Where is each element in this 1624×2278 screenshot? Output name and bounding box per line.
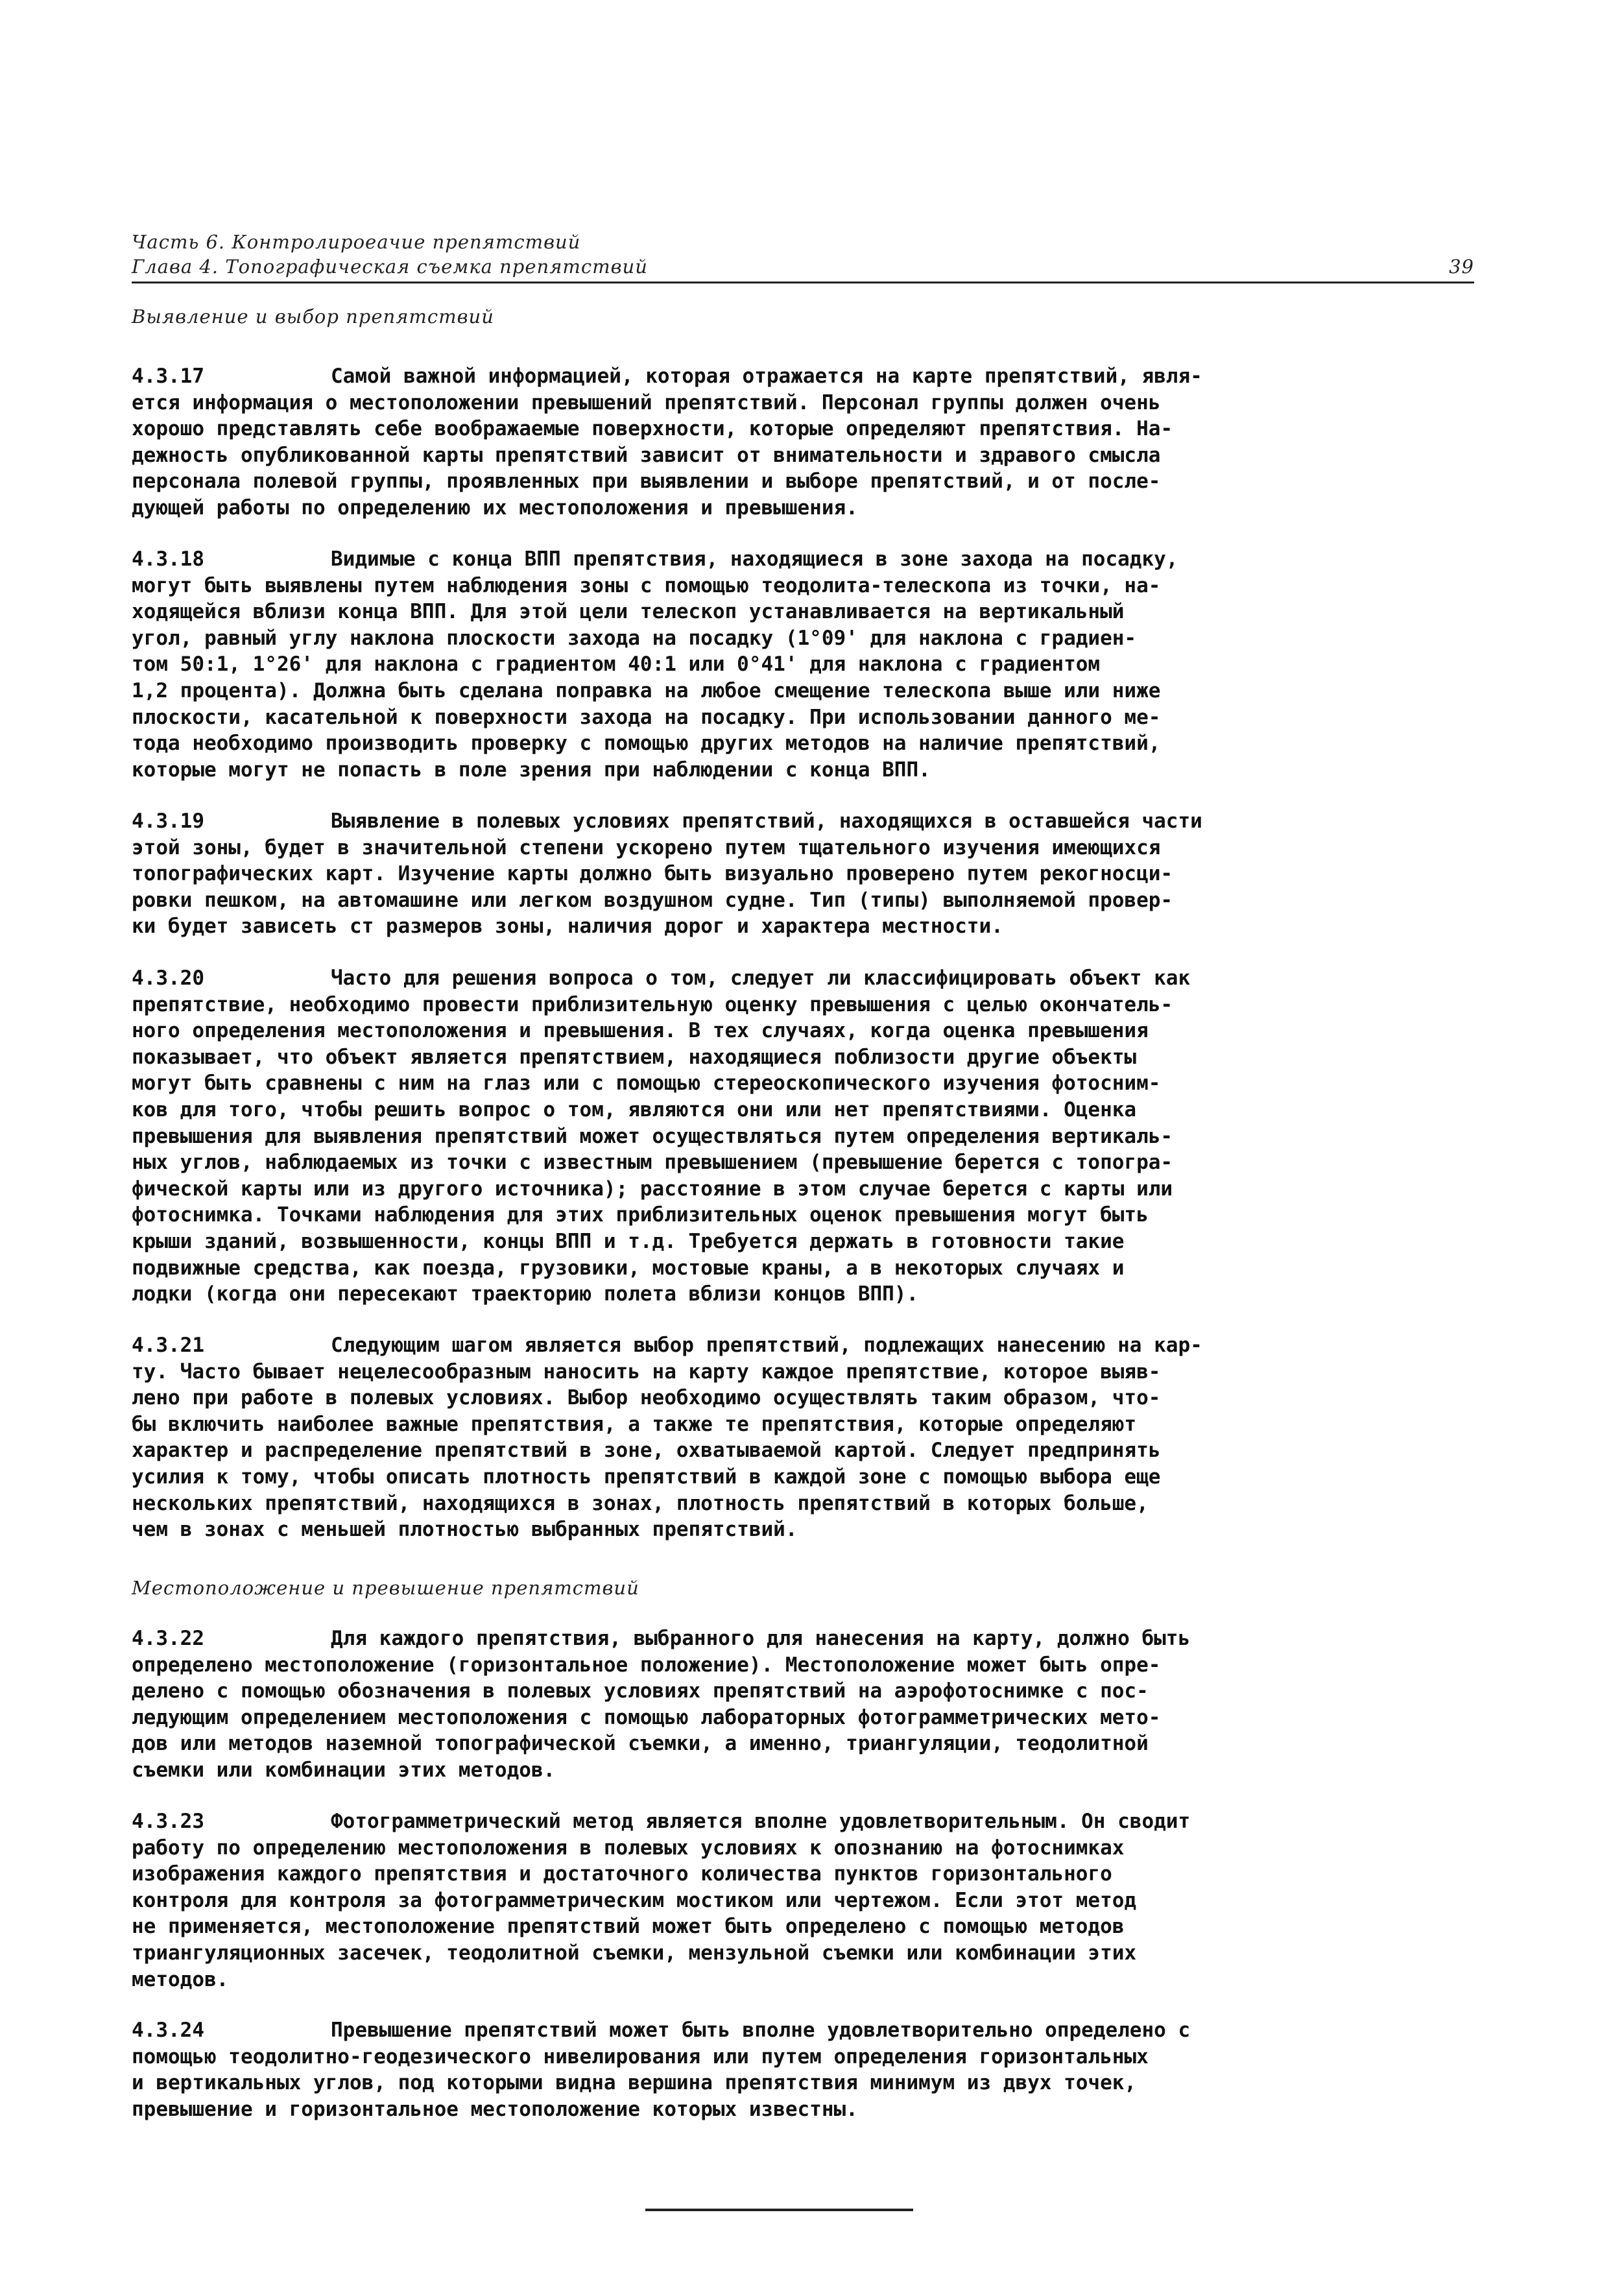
paragraph-text: Выявление в полевых условиях препятствий, находящихся в оставшейся части этой зоны, будет в значительной степени ускорено путем тщательного изучения имеющихся топографических карт. Изучение карты должно быть визуально проверено путем рекогносци- ровки пешком, на автомашине или легком воздушном судне. Тип (типы) выполняемой провер- ки будет зависеть ст размеров зоны, наличия дорог и характера местности. <box>132 809 1202 939</box>
running-header-part: Часть 6. Контролироeачие препятствий <box>132 231 581 253</box>
paragraph-number: 4.3.20 <box>132 966 204 990</box>
paragraph-text: Самой важной информацией, которая отражается на карте препятствий, явля- ется информация о местоположении превышений препятствий. Персонал группы должен очень хорошо представлять себе воображаемые поверхности, которые определяют препятствия. На- дежность опубликованной карты препятствий зависит от внимательности и здравого смысла персонала полевой группы, проявленных при выявлении и выборе препятствий, и от после- дующей работы по определению их местоположения и превышения. <box>132 365 1202 520</box>
paragraph-text: Часто для решения вопроса о том, следует ли классифицировать объект как препятствие, необходимо провести приблизительную оценку превышения с целью окончатель- ного определения местоположения и превышения. В тех случаях, когда оценка превышения показывает, что объект является препятствием, находящиеся поблизости другие объекты могут быть сравнены с ним на глаз или с помощью стереоскопического изучения фотосним- ков для того, чтобы решить вопрос о том, являются они или нет препятствиями. Оценка превышения для выявления препятствий может осуществляться путем определения вертикаль- ных углов, наблюдаемых из точки с известным превышением (превышение берется с топогра- фической карты или из другого источника); расстояние в этом случае берется с карты или фотоснимка. Точками наблюдения для этих приблизительных оценок превышения могут быть крыши зданий, возвышенности, концы ВПП и т.д. Требуется держать в готовности такие подвижные средства, как поезда, грузовики, мостовые краны, а в некоторых случаях и лодки (когда они пересекают траекторию полета вблизи концов ВПП). <box>132 966 1191 1306</box>
page-number: 39 <box>1449 256 1474 278</box>
paragraph <box>132 2017 1475 2122</box>
section-heading: Местоположение и превышение препятствий <box>132 1577 639 1599</box>
chapter-title: Глава 4. Топографическая съемка препятствий <box>132 256 648 278</box>
paragraph <box>132 1808 1475 1993</box>
paragraph-number: 4.3.21 <box>132 1334 204 1357</box>
paragraph-number: 4.3.18 <box>132 547 204 571</box>
header-rule <box>132 282 1474 283</box>
paragraph-text: Следующим шагом является выбор препятствий, подлежащих нанесению на кар- ту. Часто бывает нецелесообразным наносить на карту каждое препятствие, которое выяв- лено при работе в полевых условиях. Выбор необходимо осуществлять таким образом, что- бы включить наиболее важные препятствия, а также те препятствия, которые определяют характер и распределение препятствий в зоне, охватываемой картой. Следует предпринять усилия к тому, чтобы описать плотность препятствий в каждой зоне с помощью выбора еще нескольких препятствий, находящихся в зонах, плотность препятствий в которых больше, чем в зонах с меньшей плотностью выбранных препятствий. <box>132 1334 1202 1542</box>
paragraph <box>132 808 1475 940</box>
paragraph-number: 4.3.19 <box>132 809 204 833</box>
paragraph-text: Видимые с конца ВПП препятствия, находящиеся в зоне захода на посадку, могут быть выявлены путем наблюдения зоны с помощью теодолита-телескопа из точки, на- ходящейся вблизи конца ВПП. Для этой цели телескоп устанавливается на вертикальный угол, равный углу наклона плоскости захода на посадку (1°09' для наклона с градиен- том 50:1, 1°26' для наклона с градиентом 40:1 или 0°41' для наклона с градиентом 1,2 процента). Должна быть сделана поправка на любое смещение телескопа выше или ниже плоскости, касательной к поверхности захода на посадку. При использовании данного ме- тода необходимо производить проверку с помощью других методов на наличие препятствий, которые могут не попасть в поле зрения при наблюдении с конца ВПП. <box>132 547 1178 782</box>
paragraph-number: 4.3.23 <box>132 1810 204 1833</box>
paragraph-number: 4.3.24 <box>132 2019 204 2042</box>
paragraph-text: Для каждого препятствия, выбранного для нанесения на карту, должно быть определено местоположение (горизонтальное положение). Местоположение может быть опре- делено с помощью обозначения в полевых условиях препятствий на аэрофотоснимке с пос- ледующим определением местоположения с помощью лабораторных фотограмметрических мето- дов или методов наземной топографической съемки, а именно, триангуляции, теодолитной съемки или комбинации этих методов. <box>132 1627 1191 1782</box>
paragraph-number: 4.3.22 <box>132 1627 204 1650</box>
paragraph-number: 4.3.17 <box>132 365 204 388</box>
paragraph <box>132 546 1475 783</box>
paragraph-text: Фотограмметрический метод является вполне удовлетворительным. Он сводит работу по определению местоположения в полевых условиях к опознанию на фотоснимках изображения каждого препятствия и достаточного количества пунктов горизонтального контроля для контроля за фотограмметрическим мостиком или чертежом. Если этот метод не применяется, местоположение препятствий может быть определено с помощью методов триангуляционных засечек, теодолитной съемки, мензульной съемки или комбинации этих методов. <box>132 1810 1191 1991</box>
paragraph <box>132 363 1475 522</box>
running-header-chapter <box>132 255 1474 278</box>
section-heading: Выявление и выбор препятствий <box>132 306 494 328</box>
paragraph-text: Превышение препятствий может быть вполне удовлетворительно определено с помощью теодолитно-геодезического нивелирования или путем определения горизонтальных и вертикальных углов, под которыми видна вершина препятствия минимум из двух точек, превышение и горизонтальное местоположение которых известны. <box>132 2019 1191 2121</box>
paragraph <box>132 1625 1475 1784</box>
paragraph <box>132 1332 1475 1543</box>
end-of-text-rule <box>645 2209 913 2211</box>
paragraph <box>132 965 1475 1308</box>
